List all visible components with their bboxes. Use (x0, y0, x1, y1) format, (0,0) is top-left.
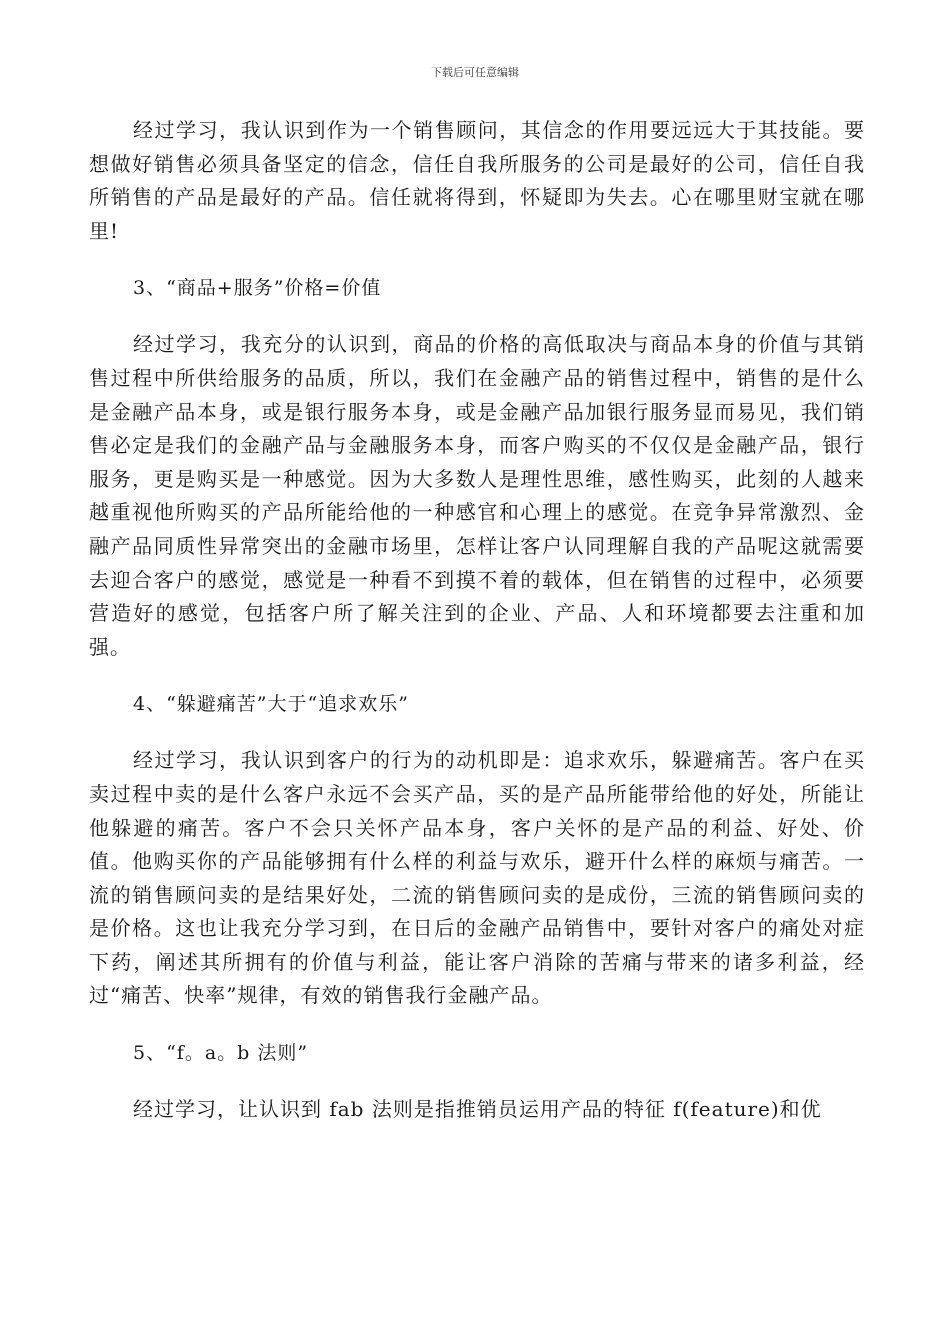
section-heading-4: 4、“躲避痛苦”大于“追求欢乐” (133, 693, 409, 716)
paragraph-fab-rule: 经过学习，让认识到 fab 法则是指推销员运用产品的特征 f(feature)和优 (133, 1097, 822, 1122)
section-heading-3: 3、“商品+服务”价格=价值 (133, 277, 382, 300)
page-header: 下载后可任意编辑 (431, 66, 519, 79)
paragraph-belief: 经过学习，我认识到作为一个销售顾问，其信念的作用要远远大于其技能。要想做好销售必须具备坚定的信念，信任自我所服务的公司是最好的公司，信任自我所销售的产品是最好的产品。信任就将得到，怀疑即为失去。心在哪里财宝就在哪里! (89, 118, 865, 243)
section-heading-5: 5、“f。a。b 法则” (133, 1042, 309, 1065)
document-body (89, 114, 865, 1151)
paragraph-price-value: 经过学习，我充分的认识到，商品的价格的高低取决与商品本身的价值与其销售过程中所供给服务的品质，所以，我们在金融产品的销售过程中，销售的是什么是金融产品本身，或是银行服务本身，或是金融产品加银行服务显而易见，我们销售必定是我们的金融产品与金融服务本身，而客户购买的不仅仅是金融产品，银行服务，更是购买是一种感觉。因为大多数人是理性思维，感性购买，此刻的人越来越重视他所购买的产品所能给他的一种感官和心理上的感觉。在竞争异常激烈、金融产品同质性异常突出的金融市场里，怎样让客户认同理解自我的产品呢这就需要去迎合客户的感觉，感觉是一种看不到摸不着的载体，但在销售的过程中，必须要营造好的感觉，包括客户所了解关注到的企业、产品、人和环境都要去注重和加强。 (89, 332, 865, 659)
paragraph-avoid-pain: 经过学习，我认识到客户的行为的动机即是：追求欢乐，躲避痛苦。客户在买卖过程中卖的是什么客户永远不会买产品，买的是产品所能带给他的好处，所能让他躲避的痛苦。客户不会只关怀产品本身，客户关怀的是产品的利益、好处、价值。他购买你的产品能够拥有什么样的利益与欢乐，避开什么样的麻烦与痛苦。一流的销售顾问卖的是结果好处，二流的销售顾问卖的是成份，三流的销售顾问卖的是价格。这也让我充分学习到，在日后的金融产品销售中，要针对客户的痛处对症下药，阐述其所拥有的价值与利益，能让客户消除的苦痛与带来的诸多利益，经过“痛苦、快率”规律，有效的销售我行金融产品。 (89, 748, 865, 1008)
